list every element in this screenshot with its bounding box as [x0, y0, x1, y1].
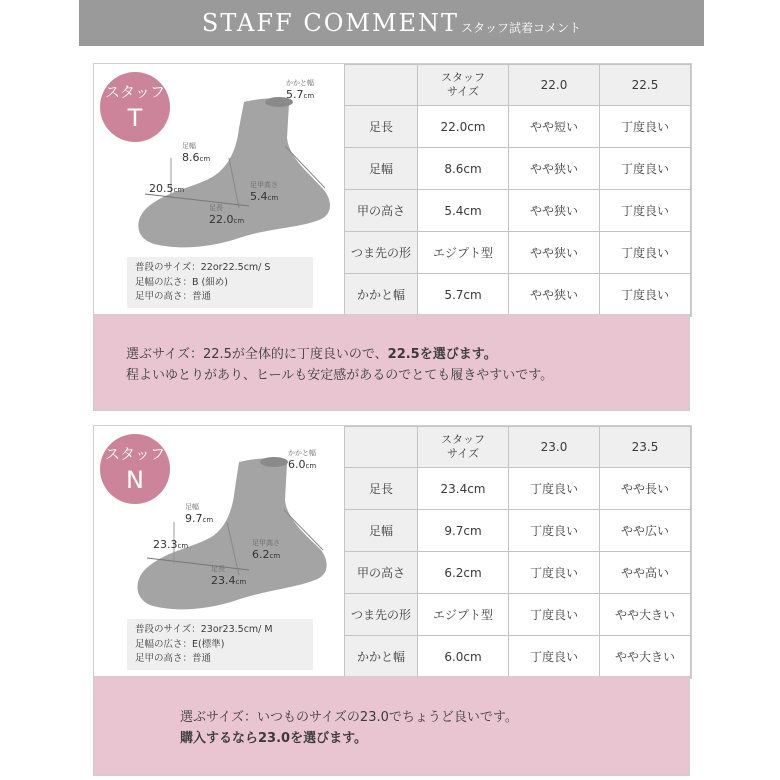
instep-value: 5.4 [250, 190, 268, 203]
staff-t-info-box [127, 257, 313, 308]
corner-cell [345, 65, 418, 106]
table-header-row [345, 427, 691, 468]
heel-width-value: 5.7 [286, 88, 304, 101]
corner-cell [345, 427, 418, 468]
comment-line-1 [126, 344, 689, 365]
foot-width-type: 足幅の広さ：B (細め) [135, 276, 228, 288]
instep-caption: 足甲高さ [252, 539, 280, 547]
instep-height-type: 足甲の高さ：普通 [135, 653, 212, 664]
foot-length-caption: 足長 [211, 565, 225, 573]
staff-n-comment [93, 676, 690, 776]
badge-letter: N [126, 466, 144, 494]
row-label: つま先の形 [345, 232, 418, 274]
row-fit-b: やや高い [600, 552, 691, 594]
comment-line-1-bold: 22.5を選びます。 [387, 347, 497, 362]
row-label: つま先の形 [345, 594, 418, 636]
toe-value: 20.5 [149, 182, 174, 195]
row-fit-a: やや狭い [509, 148, 600, 190]
heel-width-label [288, 448, 316, 471]
foot-length-value: 22.0 [209, 213, 234, 226]
foot-width-unit: cm [202, 516, 214, 524]
toe-unit: cm [173, 186, 185, 194]
row-label: 甲の高さ [345, 190, 418, 232]
size-22-0-header: 22.0 [509, 65, 600, 106]
staff-t-measure-area [94, 64, 345, 316]
badge-label: スタッフ [104, 445, 165, 463]
instep-caption: 足甲高さ [250, 181, 278, 189]
instep-unit: cm [267, 194, 279, 202]
row-measure: 9.7cm [418, 510, 509, 552]
table-row [345, 636, 691, 678]
table-row [345, 232, 691, 274]
instep-unit: cm [269, 552, 281, 560]
row-measure: 8.6cm [418, 148, 509, 190]
staff-t-badge [100, 72, 170, 142]
foot-width-label [185, 502, 213, 525]
staff-n-fit-table [344, 426, 691, 678]
heel-width-value: 6.0 [288, 458, 306, 471]
row-label: 甲の高さ [345, 552, 418, 594]
foot-length-value: 23.4 [211, 574, 236, 587]
comment-line-1: 選ぶサイズ：いつものサイズの23.0でちょうど良いです。 [180, 710, 518, 725]
row-fit-b: やや大きい [600, 594, 691, 636]
foot-length-label [211, 564, 246, 587]
row-fit-b: やや長い [600, 468, 691, 510]
row-fit-b: やや大きい [600, 636, 691, 678]
staff-n-badge [100, 434, 170, 504]
staff-t-comment [93, 314, 690, 411]
row-fit-a: やや短い [509, 106, 600, 148]
foot-length-label [209, 203, 244, 226]
staff-size-header: スタッフ サイズ [418, 427, 509, 468]
staff-t-fit-table [344, 64, 691, 316]
foot-width-value: 8.6 [182, 151, 200, 164]
row-measure: エジプト型 [418, 232, 509, 274]
toe-unit: cm [177, 542, 189, 550]
row-fit-a: 丁度良い [509, 468, 600, 510]
staff-comment-header [79, 0, 704, 46]
heel-width-caption: かかと幅 [286, 79, 314, 87]
row-measure: 23.4cm [418, 468, 509, 510]
foot-width-caption: 足幅 [185, 503, 199, 511]
row-fit-b: 丁度良い [600, 232, 691, 274]
row-fit-a: やや狭い [509, 274, 600, 316]
foot-width-value: 9.7 [185, 512, 203, 525]
heel-width-unit: cm [303, 92, 315, 100]
toe-value: 23.3 [153, 538, 178, 551]
foot-length-unit: cm [235, 578, 247, 586]
foot-width-caption: 足幅 [182, 142, 196, 150]
instep-height-type: 足甲の高さ：普通 [135, 291, 212, 302]
row-fit-a: 丁度良い [509, 636, 600, 678]
comment-line-2: 購入するなら23.0を選びます。 [180, 731, 368, 746]
badge-letter: T [127, 104, 143, 132]
table-row [345, 148, 691, 190]
row-fit-b: やや広い [600, 510, 691, 552]
heel-width-caption: かかと幅 [288, 449, 316, 457]
table-row [345, 552, 691, 594]
size-23-0-header: 23.0 [509, 427, 600, 468]
row-fit-b: 丁度良い [600, 148, 691, 190]
staff-t-panel [93, 63, 692, 317]
row-fit-a: 丁度良い [509, 594, 600, 636]
row-fit-a: 丁度良い [509, 510, 600, 552]
instep-value: 6.2 [252, 548, 270, 561]
row-label: かかと幅 [345, 636, 418, 678]
row-fit-b: 丁度良い [600, 106, 691, 148]
row-label: 足幅 [345, 510, 418, 552]
instep-label [250, 180, 278, 203]
row-measure: 6.0cm [418, 636, 509, 678]
staff-n-measure-area [94, 426, 345, 678]
table-row [345, 106, 691, 148]
row-label: かかと幅 [345, 274, 418, 316]
foot-length-unit: cm [233, 217, 245, 225]
row-fit-a: やや狭い [509, 190, 600, 232]
comment-line-2: 程よいゆとりがあり、ヒールも安定感があるのでとても履きやすいです。 [126, 368, 554, 383]
toe-label [153, 538, 188, 551]
row-label: 足長 [345, 468, 418, 510]
row-measure: 5.4cm [418, 190, 509, 232]
row-measure: 22.0cm [418, 106, 509, 148]
table-row [345, 190, 691, 232]
staff-size-header: スタッフ サイズ [418, 65, 509, 106]
heel-width-label [286, 78, 314, 101]
row-fit-b: 丁度良い [600, 274, 691, 316]
row-measure: 5.7cm [418, 274, 509, 316]
row-label: 足幅 [345, 148, 418, 190]
row-measure: 6.2cm [418, 552, 509, 594]
staff-n-info-box [127, 619, 313, 670]
foot-width-label [182, 141, 210, 164]
usual-size: 普段のサイズ：23or23.5cm/ M [135, 624, 273, 635]
row-measure: エジプト型 [418, 594, 509, 636]
row-fit-a: 丁度良い [509, 552, 600, 594]
table-row [345, 468, 691, 510]
staff-n-panel [93, 425, 692, 679]
badge-label: スタッフ [104, 83, 165, 101]
header-subtitle: スタッフ試着コメント [461, 20, 582, 35]
table-row [345, 510, 691, 552]
header-title: STAFF COMMENT [201, 9, 460, 37]
row-label: 足長 [345, 106, 418, 148]
instep-label [252, 538, 280, 561]
foot-width-unit: cm [199, 155, 211, 163]
foot-width-type: 足幅の広さ：E(標準) [135, 638, 225, 650]
row-fit-a: やや狭い [509, 232, 600, 274]
table-row [345, 274, 691, 316]
table-header-row [345, 65, 691, 106]
heel-width-unit: cm [305, 462, 317, 470]
table-row [345, 594, 691, 636]
size-22-5-header: 22.5 [600, 65, 691, 106]
comment-line-1-text: 選ぶサイズ：22.5が全体的に丁度良いので、 [126, 347, 388, 362]
toe-label [149, 182, 184, 195]
usual-size: 普段のサイズ：22or22.5cm/ S [135, 262, 271, 273]
size-23-5-header: 23.5 [600, 427, 691, 468]
foot-length-caption: 足長 [209, 204, 223, 212]
row-fit-b: 丁度良い [600, 190, 691, 232]
